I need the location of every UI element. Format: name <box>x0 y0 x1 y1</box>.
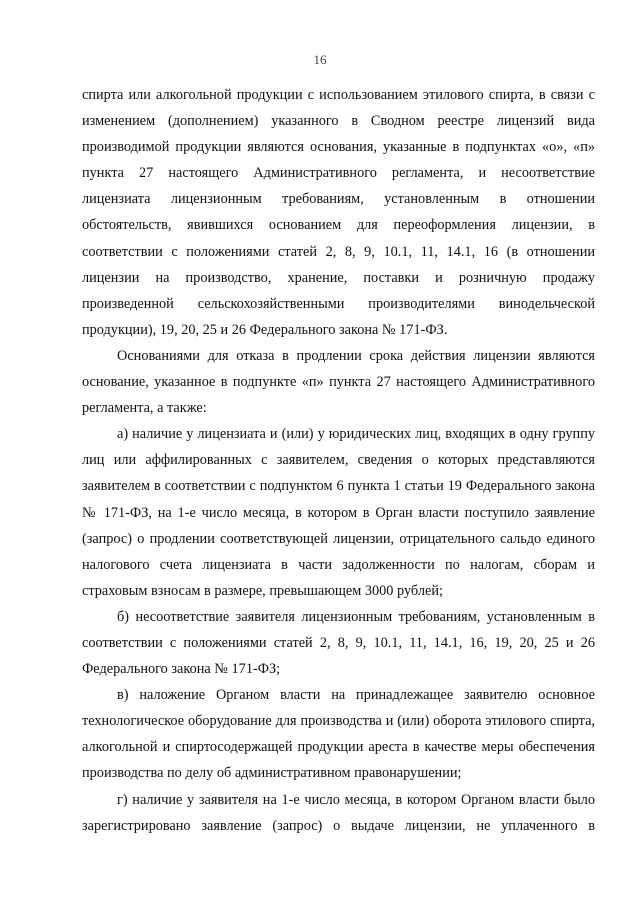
page-number: 16 <box>313 52 327 67</box>
paragraph-item-b: б) несоответствие заявителя лицензионным требованиям, установленным в соответствии с положениями статей 2, 8, 9, 10.1, 11, 14.1, 16, 19, 20, 25 и 26 Федерального закона № 171-ФЗ; <box>82 608 595 678</box>
document-body <box>82 82 595 839</box>
paragraph-item-g: г) наличие у заявителя на 1-е число месяца, в котором Органом власти было зарегистрировано заявление (запрос) о выдаче лицензии, не уплаченного в <box>82 791 595 834</box>
paragraph-item-a: а) наличие у лицензиата и (или) у юридических лиц, входящих в одну группу лиц или аффилированных с заявителем, сведения о которых представляются заявителем в соответствии с подпунктом 6 пункта 1 статьи 19 Федерального закона № 171-ФЗ, на 1-е число месяца, в котором в Орган власти поступило заявление (запрос) о продлении соответствующей лицензии, отрицательного сальдо единого налогового счета лицензиата в части задолженности по налогам, сборам и страховым взносам в размере, превышающем 3000 рублей; <box>82 426 595 599</box>
paragraph-refusal-grounds: Основаниями для отказа в продлении срока действия лицензии являются основание, указанное в подпункте «п» пункта 27 настоящего Административного регламента, а также: <box>82 347 595 417</box>
paragraph-item-v: в) наложение Органом власти на принадлежащее заявителю основное технологическое оборудование для производства и (или) оборота этилового спирта, алкогольной и спиртосодержащей продукции ареста в качестве меры обеспечения производства по делу об административном правонарушении; <box>82 687 595 782</box>
paragraph-continuation: спирта или алкогольной продукции с использованием этилового спирта, в связи с изменением (дополнением) указанного в Сводном реестре лицензий вида производимой продукции являются основания, указанные в подпунктах «о», «п» пункта 27 настоящего Административного регламента, и несоответствие лицензиата лицензионным требованиям, установленным в отношении обстоятельств, явившихся основанием для переоформления лицензии, в соответствии с положениями статей 2, 8, 9, 10.1, 11, 14.1, 16 (в отношении лицензии на производство, хранение, поставки и розничную продажу произведенной сельскохозяйственными производителями винодельческой продукции), 19, 20, 25 и 26 Федерального закона № 171-ФЗ. <box>82 87 595 338</box>
